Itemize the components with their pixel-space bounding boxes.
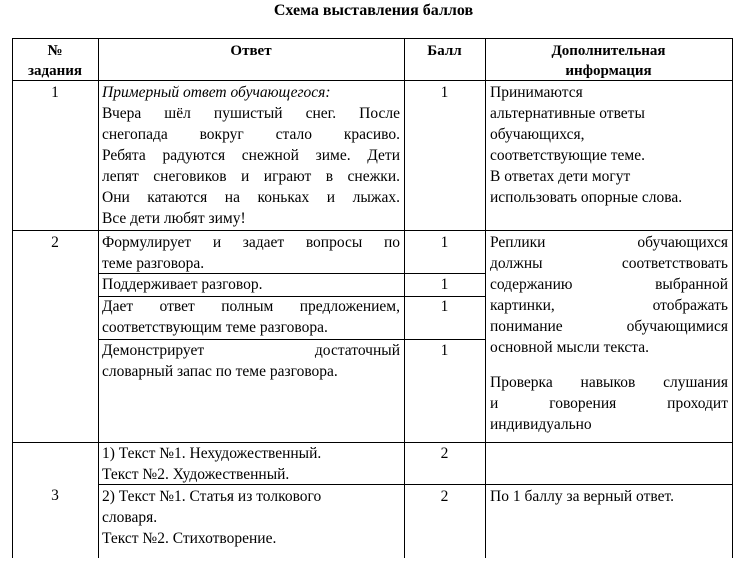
row2-info-line: индивидуально — [490, 416, 592, 433]
row1-info-line: соответствующие теме. — [490, 147, 645, 164]
row1-answer — [102, 82, 400, 229]
row2-criterion-2 — [102, 274, 400, 295]
row2-info-line: должны соответствовать — [490, 255, 728, 272]
row1-number: 1 — [51, 84, 59, 101]
row1-info — [490, 82, 728, 208]
row3-part-1-score: 2 — [440, 445, 449, 462]
row2-criterion-line: Демонстрирует достаточный — [102, 342, 400, 359]
row2-criterion-3-score: 1 — [440, 298, 449, 315]
header-score: Балл — [427, 43, 462, 59]
row2-info — [490, 232, 728, 435]
table-border-left — [12, 38, 13, 558]
row1-info-line: Принимаются — [490, 84, 583, 101]
header-info — [485, 41, 732, 80]
row-separator-1 — [12, 230, 733, 231]
row1-score: 1 — [440, 84, 449, 101]
row2-criterion-line: соответствующим теме разговора. — [102, 319, 328, 336]
col-line-3 — [485, 38, 486, 558]
row2-info-line: основной мысли текста. — [490, 339, 649, 356]
row1-answer-line: Все дети любят зиму! — [102, 210, 246, 227]
row1-answer-line: Ребята радуются снежной зиме. Дети — [102, 147, 400, 164]
row3-part-line: Текст №2. Художественный. — [102, 466, 290, 483]
row2-info-spacer — [490, 358, 728, 372]
header-number-line1: № — [47, 43, 63, 59]
row1-answer-intro-text: Примерный ответ обучающегося: — [102, 84, 331, 101]
row2-criterion-line: теме разговора. — [102, 255, 205, 272]
row2-number: 2 — [51, 234, 59, 251]
row2-criterion-1-score: 1 — [440, 234, 449, 251]
row3-info: По 1 баллу за верный ответ. — [490, 488, 674, 505]
row2-info-line: и говорения проходит — [490, 395, 728, 412]
row2-info-line: картинки, отображать — [490, 297, 728, 314]
row2-info-line: Реплики обучающихся — [490, 234, 728, 251]
row2-criterion-4-score: 1 — [440, 342, 449, 359]
row1-answer-line: снегопада вокруг стало красиво. — [102, 126, 400, 143]
row3-part-line: словаря. — [102, 509, 158, 526]
row2-info-line: содержанию выбранной — [490, 276, 728, 293]
row3-part-line: 1) Текст №1. Нехудожественный. — [102, 445, 322, 462]
row2-criterion-line: Дает ответ полным предложением, — [102, 298, 400, 315]
row2-criterion-line: Поддерживает разговор. — [102, 276, 263, 293]
header-number-line2: задания — [27, 63, 83, 79]
table-border-right — [732, 38, 733, 558]
row2-criterion-3 — [102, 296, 400, 338]
row1-answer-line: лепят снеговиков и играют в снежки. — [102, 168, 400, 185]
header-separator — [12, 80, 733, 81]
col-line-1 — [98, 38, 99, 558]
header-number — [12, 41, 98, 80]
header-info-line2: информация — [565, 63, 652, 79]
row1-info-line: обучающихся, — [490, 126, 585, 143]
row3-part-1 — [102, 443, 400, 485]
row3-part-2-score: 2 — [440, 488, 449, 505]
row2-criterion-line: словарный запас по теме разговора. — [102, 363, 338, 380]
row3-part-line: Текст №2. Стихотворение. — [102, 530, 277, 547]
row2-criterion-4 — [102, 340, 400, 382]
row1-answer-line: Они катаются на коньках и лыжах. — [102, 189, 400, 206]
row1-info-line: альтернативные ответы — [490, 105, 645, 122]
row2-criterion-2-score: 1 — [440, 276, 449, 293]
page-title: Схема выставления баллов — [273, 2, 474, 19]
header-answer: Ответ — [230, 43, 272, 59]
row3-part-2 — [102, 486, 400, 549]
header-info-line1: Дополнительная — [551, 43, 666, 59]
row1-answer-line: Вчера шёл пушистый снег. После — [102, 105, 400, 122]
row1-info-line: В ответах дети могут — [490, 168, 631, 185]
row2-info-line: понимание обучающимися — [490, 318, 728, 335]
table-border-top — [12, 38, 733, 39]
row2-info-line: Проверка навыков слушания — [490, 374, 728, 391]
row2-criterion-1 — [102, 232, 400, 274]
row3-part-line: 2) Текст №1. Статья из толкового — [102, 488, 322, 505]
row1-answer-intro — [102, 82, 400, 103]
scoring-table — [12, 38, 733, 578]
row3-number: 3 — [51, 487, 59, 504]
row2-criterion-line: Формулирует и задает вопросы по — [102, 234, 400, 251]
row1-info-line: использовать опорные слова. — [490, 189, 683, 206]
